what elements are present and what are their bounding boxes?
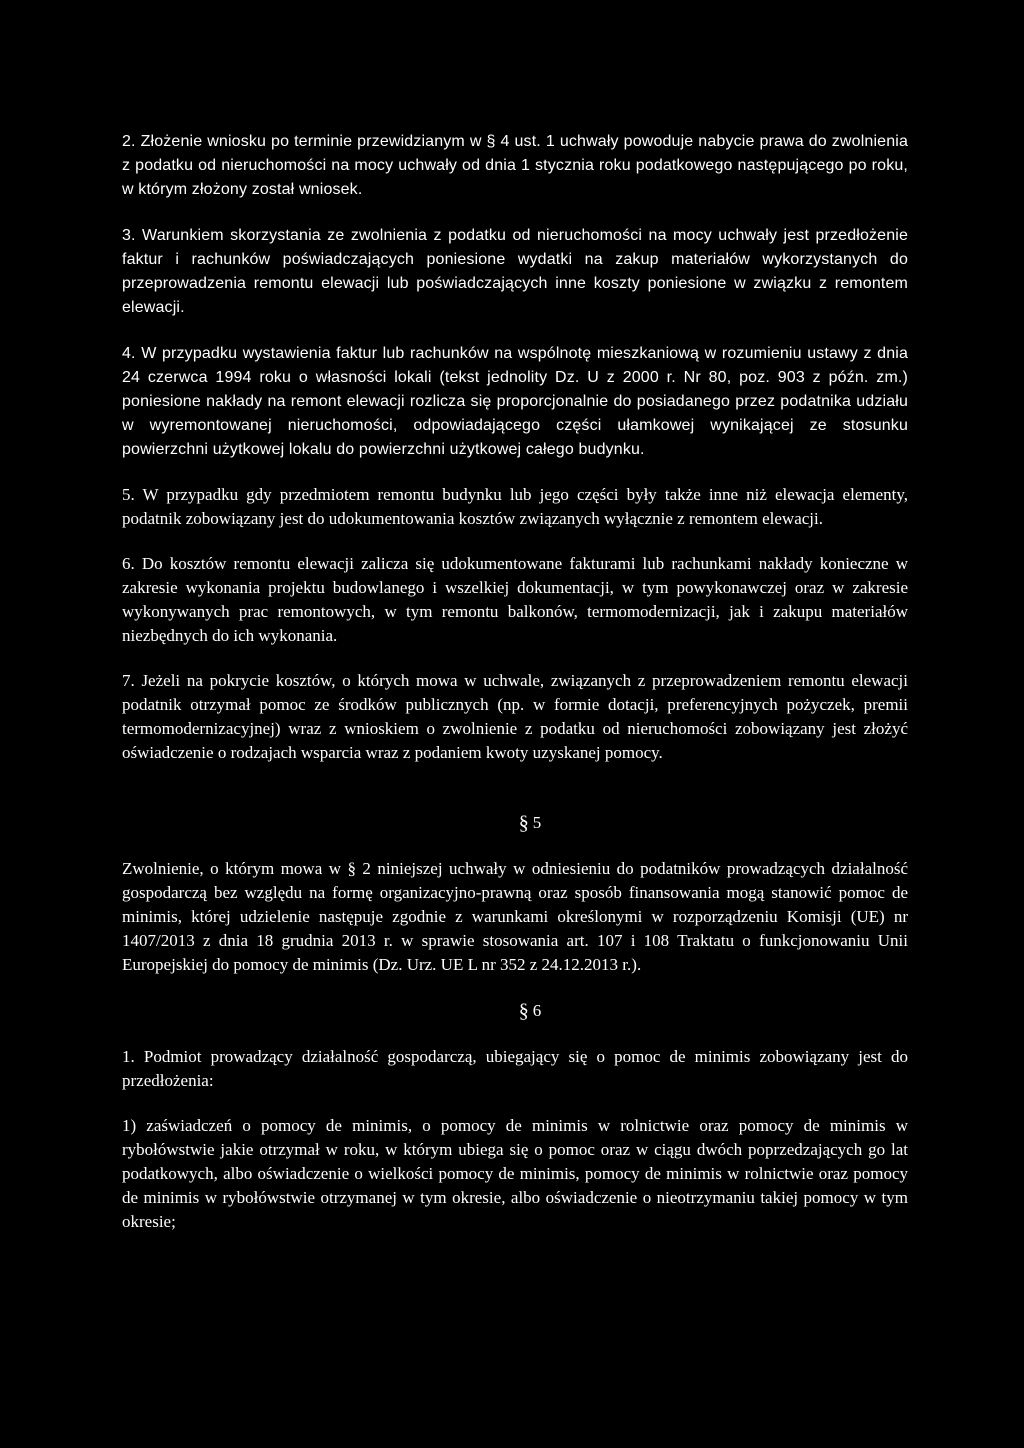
section-symbol: § (518, 1000, 529, 1022)
paragraph-6: 6. Do kosztów remontu elewacji zalicza się udokumentowane fakturami lub rachunkami nakłady konieczne w zakresie wykonania projektu budowlanego i wszelkiej dokumentacji, w tym powykonawczej oraz w zakresie wykonywanych prac remontowych, w tym remontu balkonów, termomodernizacji, jak i zakupu materiałów niezbędnych do ich wykonania. (122, 554, 908, 645)
paragraph-7: 7. Jeżeli na pokrycie kosztów, o których mowa w uchwale, związanych z przeprowadzeniem remontu elewacji podatnik otrzymał pomoc ze środków publicznych (np. w formie dotacji, preferencyjnych pożyczek, premii termomodernizacyjnej) wraz z wnioskiem o zwolnienie z podatku od nieruchomości zobowiązany jest złożyć oświadczenie o rodzajach wsparcia wraz z podaniem kwoty uzyskanej pomocy. (122, 671, 908, 762)
section-5-text: Zwolnienie, o którym mowa w § 2 niniejszej uchwały w odniesieniu do podatników prowadzących działalność gospodarczą bez względu na formę organizacyjno-prawną oraz sposób finansowania mogą stanowić pomoc de minimis, której udzielenie następuje zgodnie z warunkami określonymi w rozporządzeniu Komisji (UE) nr 1407/2013 z dnia 18 grudnia 2013 r. w sprawie stosowania art. 107 i 108 Traktatu o funkcjonowaniu Unii Europejskiej do pomocy de minimis (Dz. Urz. UE L nr 352 z 24.12.2013 r.). (122, 859, 908, 974)
section-number: 5 (532, 813, 542, 832)
paragraph-4: 4. W przypadku wystawienia faktur lub rachunków na wspólnotę mieszkaniową w rozumieniu ustawy z dnia 24 czerwca 1994 roku o własności lokali (tekst jednolity Dz. U z 2000 r. Nr 80, poz. 903 z późn. zm.) poniesione nakłady na remont elewacji rozlicza się proporcjonalnie do posiadanego przez podatnika udziału w wyremontowanej nieruchomości, odpowiadającego części ułamkowej wynikającej ze stosunku powierzchni użytkowej lokalu do powierzchni użytkowej całego budynku. (122, 345, 908, 458)
section-number: 6 (532, 1001, 542, 1020)
paragraph-2: 2. Złożenie wniosku po terminie przewidzianym w § 4 ust. 1 uchwały powoduje nabycie prawa do zwolnienia z podatku od nieruchomości na mocy uchwały od dnia 1 stycznia roku podatkowego następującego po roku, w którym złożony został wniosek. (122, 133, 908, 198)
paragraph-5: 5. W przypadku gdy przedmiotem remontu budynku lub jego części były także inne niż elewacja elementy, podatnik zobowiązany jest do udokumentowania kosztów związanych wyłącznie z remontem elewacji. (122, 485, 908, 528)
document-page (122, 130, 908, 1234)
section-heading-5 (122, 811, 908, 835)
section-symbol: § (518, 812, 529, 834)
section-heading-6 (122, 999, 908, 1023)
section-6-item-1: 1) zaświadczeń o pomocy de minimis, o pomocy de minimis w rolnictwie oraz pomocy de minimis w rybołówstwie jakie otrzymał w roku, w którym ubiega się o pomoc oraz w ciągu dwóch poprzedzających go lat podatkowych, albo oświadczenie o wielkości pomocy de minimis, pomocy de minimis w rolnictwie oraz pomocy de minimis w rybołówstwie otrzymanej w tym okresie, albo oświadczenie o nieotrzymaniu takiej pomocy w tym okresie; (122, 1116, 908, 1231)
section-6-paragraph-1: 1. Podmiot prowadzący działalność gospodarczą, ubiegający się o pomoc de minimis zobowiązany jest do przedłożenia: (122, 1047, 908, 1090)
paragraph-3: 3. Warunkiem skorzystania ze zwolnienia z podatku od nieruchomości na mocy uchwały jest przedłożenie faktur i rachunków poświadczających poniesione wydatki na zakup materiałów wykorzystanych do przeprowadzenia remontu elewacji lub poświadczających inne koszty poniesione w związku z remontem elewacji. (122, 227, 908, 316)
